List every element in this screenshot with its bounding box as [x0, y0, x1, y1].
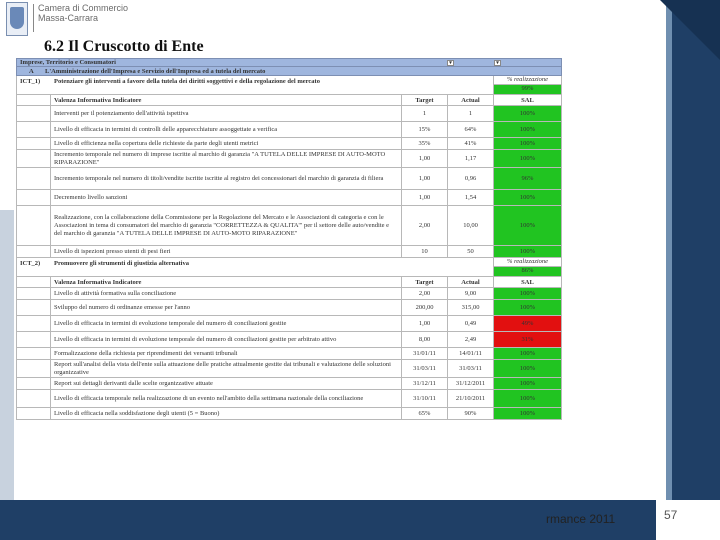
- indicator-sal: 100%: [493, 378, 561, 389]
- right-decorative-stripe: [666, 0, 672, 540]
- indicator-sal: 100%: [493, 246, 561, 257]
- indent-cell: [17, 138, 51, 149]
- objective-code: ICT_1): [20, 78, 41, 85]
- indent-cell: [17, 348, 51, 359]
- indicator-sal: 100%: [493, 288, 561, 299]
- indicator-target: 1: [401, 106, 447, 121]
- indicator-actual: 50: [447, 246, 493, 257]
- indent-cell: [17, 332, 51, 347]
- indicator-sal: 100%: [493, 300, 561, 315]
- table-row: [16, 348, 562, 360]
- indicator-target: 200,00: [401, 300, 447, 315]
- indicator-target: 2,00: [401, 288, 447, 299]
- indicator-sal: 31%: [493, 332, 561, 347]
- indent-cell: [17, 106, 51, 121]
- table-row: [16, 378, 562, 390]
- indicator-description: Formalizzazione della richiesta per riprendimenti dei versanti tribunali: [54, 349, 238, 357]
- indicator-actual: 10,00: [447, 206, 493, 245]
- area-code: A: [29, 67, 34, 75]
- column-header-row: [16, 277, 562, 288]
- area-label: Imprese, Territorio e Consumatori: [20, 59, 116, 66]
- indent-cell: [17, 316, 51, 331]
- indicator-target: 1,00: [401, 150, 447, 167]
- indicator-sal: 100%: [493, 150, 561, 167]
- realization-value: 99%: [494, 85, 561, 94]
- footer-text: rmance 2011: [546, 512, 616, 526]
- indent-cell: [17, 206, 51, 245]
- indicator-target: 1,00: [401, 316, 447, 331]
- indent-cell: [17, 378, 51, 389]
- area-header: [16, 58, 562, 67]
- logo-line-1: Camera di Commercio: [38, 3, 129, 13]
- column-header-desc: Valenza Informativa Indicatore: [54, 278, 142, 286]
- indicator-description: Livello di efficienza nella copertura delle richieste da parte degli utenti metrici: [54, 139, 259, 147]
- indicator-target: 31/12/11: [401, 378, 447, 389]
- indicator-sal: 100%: [493, 390, 561, 407]
- indicator-description: Livello di efficacia nella soddisfazione degli utenti (5 = Buono): [54, 409, 220, 417]
- indicator-actual: 21/10/2011: [447, 390, 493, 407]
- area-subheader: [16, 67, 562, 76]
- indicator-actual: 31/03/11: [447, 360, 493, 377]
- indicator-actual: 0,49: [447, 316, 493, 331]
- column-header-row: [16, 95, 562, 106]
- realization-label: % realizzazione: [494, 258, 561, 267]
- indicator-description: Report sui dettagli derivanti dalle scelte organizzative attuate: [54, 379, 213, 387]
- indicator-target: 31/01/11: [401, 348, 447, 359]
- column-header-target: Target: [401, 95, 447, 105]
- indicator-sal: 100%: [493, 190, 561, 205]
- indicator-actual: 0,96: [447, 168, 493, 189]
- filter-dropdown-icon[interactable]: ▾: [447, 60, 454, 66]
- objective-realization: [493, 76, 561, 94]
- table-row: [16, 390, 562, 408]
- column-header-sal: SAL: [493, 95, 561, 105]
- indicator-description: Livello di efficacia in termini di evoluzione temporale del numero di conciliazioni gestite per arbitrato attivo: [54, 335, 337, 343]
- indicator-sal: 100%: [493, 138, 561, 149]
- indent-cell: [17, 168, 51, 189]
- indicator-target: 65%: [401, 408, 447, 419]
- logo-divider: [33, 4, 34, 32]
- indicator-actual: 1: [447, 106, 493, 121]
- indicator-description: Livello di efficacia in termini di controlli delle apparecchiature assoggettate a verifica: [54, 125, 278, 133]
- indent-cell: [17, 95, 51, 105]
- indicator-sal: 100%: [493, 360, 561, 377]
- table-row: [16, 408, 562, 420]
- slide-title: 6.2 Il Cruscotto di Ente: [44, 38, 204, 55]
- table-row: [16, 122, 562, 138]
- corner-decoration: [660, 0, 720, 60]
- table-row: [16, 190, 562, 206]
- indicator-actual: 1,17: [447, 150, 493, 167]
- objective-realization: [493, 258, 561, 276]
- column-header-sal: SAL: [493, 277, 561, 287]
- table-row: [16, 300, 562, 316]
- indent-cell: [17, 408, 51, 419]
- indicator-sal: 100%: [493, 348, 561, 359]
- objective-title: Potenziare gli interventi a favore della tutela dei diritti soggettivi e della regolazione del mercato: [54, 78, 320, 85]
- column-header-actual: Actual: [447, 277, 493, 287]
- objectives-container: [16, 76, 562, 420]
- indicator-target: 35%: [401, 138, 447, 149]
- indicator-target: 10: [401, 246, 447, 257]
- realization-label: % realizzazione: [494, 76, 561, 85]
- indicator-description: Livello di attività formativa sulla conciliazione: [54, 289, 177, 297]
- indicator-description: Sviluppo del numero di ordinanze emesse per l'anno: [54, 303, 191, 311]
- indicator-target: 8,00: [401, 332, 447, 347]
- indicator-actual: 1,54: [447, 190, 493, 205]
- indicator-sal: 100%: [493, 206, 561, 245]
- logo-text: [38, 3, 128, 23]
- indicator-target: 1,00: [401, 190, 447, 205]
- column-header-target: Target: [401, 277, 447, 287]
- indicator-target: 1,00: [401, 168, 447, 189]
- objective-title: Promuovere gli strumenti di giustizia alternativa: [54, 260, 189, 267]
- table-row: [16, 332, 562, 348]
- indicator-actual: 90%: [447, 408, 493, 419]
- table-row: [16, 316, 562, 332]
- indent-cell: [17, 288, 51, 299]
- objective-row: [16, 76, 562, 95]
- area-title: L'Amministrazione dell'Impresa e Servizio dell'Impresa ed a tutela del mercato: [45, 67, 266, 75]
- left-decoration: [0, 210, 14, 500]
- indicator-target: 2,00: [401, 206, 447, 245]
- indicator-target: 31/03/11: [401, 360, 447, 377]
- table-row: [16, 246, 562, 258]
- table-row: [16, 288, 562, 300]
- indent-cell: [17, 150, 51, 167]
- indicator-sal: 49%: [493, 316, 561, 331]
- chamber-logo-icon: [6, 2, 28, 36]
- indicator-description: Interventi per il potenziamento dell'attività ispettiva: [54, 109, 189, 117]
- table-row: [16, 138, 562, 150]
- indicator-target: 31/10/11: [401, 390, 447, 407]
- indicator-sal: 100%: [493, 106, 561, 121]
- indicator-actual: 2,49: [447, 332, 493, 347]
- indicator-description: Report sull'analisi della vista dell'ente sulla attuazione delle pratiche attualmente gestite dai tribunali e valutazione delle soluzioni organizzative: [54, 360, 391, 376]
- indent-cell: [17, 390, 51, 407]
- indicator-description: Decremento livello sanzioni: [54, 193, 128, 201]
- indicator-actual: 31/12/2011: [447, 378, 493, 389]
- indent-cell: [17, 277, 51, 287]
- indicator-sal: 96%: [493, 168, 561, 189]
- indicator-actual: 315,00: [447, 300, 493, 315]
- indent-cell: [17, 300, 51, 315]
- indicator-description: Livello di efficacia in termini di evoluzione temporale del numero di conciliazioni gestite: [54, 319, 287, 327]
- table-row: [16, 106, 562, 122]
- objective-code: ICT_2): [20, 260, 41, 267]
- indicator-description: Incremento temporale nel numero di imprese iscritte al marchio di garanzia "A TUTELA DELLE IMPRESE DI AUTO-MOTO RIPARAZIONE": [54, 150, 386, 166]
- table-row: [16, 168, 562, 190]
- column-header-actual: Actual: [447, 95, 493, 105]
- indicator-actual: 14/01/11: [447, 348, 493, 359]
- indicator-actual: 64%: [447, 122, 493, 137]
- dashboard-table: [16, 58, 562, 420]
- realization-value: 86%: [494, 267, 561, 276]
- indent-cell: [17, 360, 51, 377]
- table-row: [16, 360, 562, 378]
- table-row: [16, 206, 562, 246]
- indicator-actual: 9,00: [447, 288, 493, 299]
- indicator-description: Realizzazione, con la collaborazione della Commissione per la Regolazione del Mercato e le Associazioni di categoria e con le Associazioni in tema di consumatori del marchio di garanzia "CORRETTEZZA & QUALITA'" per il settore delle auto/vendite e del marchio di garanzia "A TUTELA DELLE IMPRESE DI AUTO-MOTO RIPARAZIONE": [54, 213, 390, 237]
- indicator-description: Livello di efficacia temporale nella realizzazione di un evento nell'ambito della settimana nazionale della conciliazione: [54, 394, 364, 402]
- logo-line-2: Massa-Carrara: [38, 13, 99, 23]
- indicator-sal: 100%: [493, 408, 561, 419]
- indicator-sal: 100%: [493, 122, 561, 137]
- indicator-description: Incremento temporale nel numero di titoli/vendite iscritte iscritte al registro dei concessionari del marchio di garanzia di filiera: [54, 174, 384, 182]
- filter-dropdown-icon[interactable]: ▾: [494, 60, 501, 66]
- objective-row: [16, 258, 562, 277]
- indent-cell: [17, 122, 51, 137]
- indicator-actual: 41%: [447, 138, 493, 149]
- indicator-target: 15%: [401, 122, 447, 137]
- column-header-desc: Valenza Informativa Indicatore: [54, 96, 142, 104]
- right-decorative-band: [666, 0, 720, 540]
- indent-cell: [17, 190, 51, 205]
- table-row: [16, 150, 562, 168]
- indent-cell: [17, 246, 51, 257]
- indicator-description: Livello di ispezioni presso utenti di pesi fieri: [54, 247, 171, 255]
- page-number: 57: [664, 508, 678, 522]
